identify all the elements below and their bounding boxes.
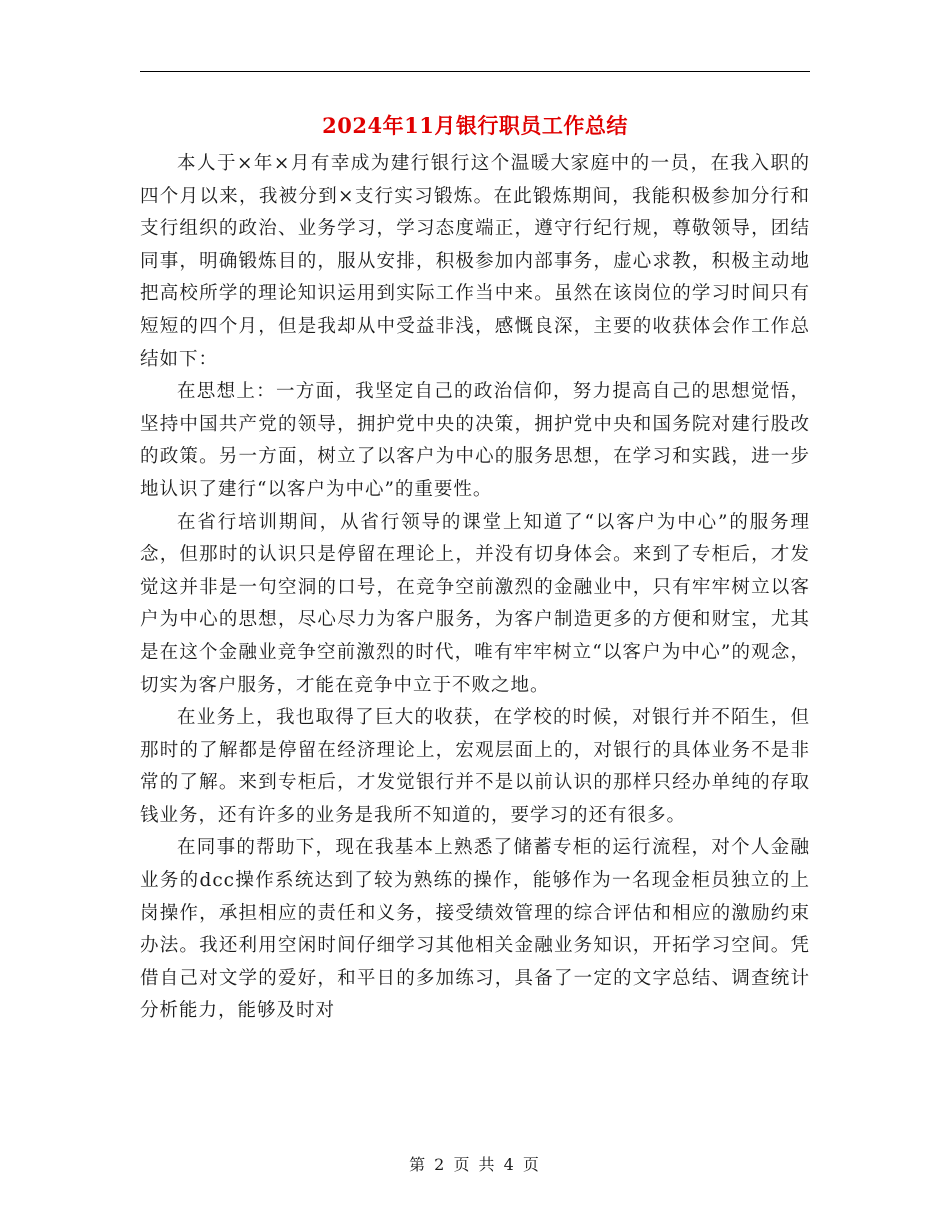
document-title: 2024年11月银行职员工作总结 <box>322 113 628 138</box>
page-number-footer: 第 2 页 共 4 页 <box>409 1155 541 1174</box>
paragraph-intro: 本人于×年×月有幸成为建行银行这个温暖大家庭中的一员，在我入职的四个月以来，我被分到×支行实习锻炼。在此锻炼期间，我能积极参加分行和支行组织的政治、业务学习，学习态度端正，遵守行纪行规，尊敬领导，团结同事，明确锻炼目的，服从安排，积极参加内部事务，虚心求教，积极主动地把高校所学的理论知识运用到实际工作当中来。虽然在该岗位的学习时间只有短短的四个月，但是我却从中受益非浅，感慨良深，主要的收获体会作工作总结如下： <box>140 153 810 370</box>
paragraph-colleagues: 在同事的帮助下，现在我基本上熟悉了储蓄专柜的运行流程，对个人金融业务的dcc操作系统达到了较为熟练的操作，能够作为一名现金柜员独立的上岗操作，承担相应的责任和义务，接受绩效管理的综合评估和相应的激励约束办法。我还利用空闲时间仔细学习其他相关金融业务知识，开拓学习空间。凭借自己对文学的爱好，和平日的多加练习，具备了一定的文字总结、调查统计分析能力，能够及时对 <box>140 837 810 1022</box>
paragraph-business: 在业务上，我也取得了巨大的收获，在学校的时候，对银行并不陌生，但那时的了解都是停留在经济理论上，宏观层面上的，对银行的具体业务不是非常的了解。来到专柜后，才发觉银行并不是以前认识的那样只经办单纯的存取钱业务，还有许多的业务是我所不知道的，要学习的还有很多。 <box>140 707 810 826</box>
header-rule <box>140 71 810 72</box>
paragraph-ideology: 在思想上：一方面，我坚定自己的政治信仰，努力提高自己的思想觉悟，坚持中国共产党的领导，拥护党中央的决策，拥护党中央和国务院对建行股改的政策。另一方面，树立了以客户为中心的服务思想，在学习和实践，进一步地认识了建行“以客户为中心”的重要性。 <box>140 381 810 500</box>
paragraph-training: 在省行培训期间，从省行领导的课堂上知道了“以客户为中心”的服务理念，但那时的认识只是停留在理论上，并没有切身体会。来到了专柜后，才发觉这并非是一句空洞的口号，在竞争空前激烈的金融业中，只有牢牢树立以客户为中心的思想，尽心尽力为客户服务，为客户制造更多的方便和财宝，尤其是在这个金融业竞争空前激烈的时代，唯有牢牢树立“以客户为中心”的观念，切实为客户服务，才能在竞争中立于不败之地。 <box>140 511 810 696</box>
document-body <box>140 148 810 1028</box>
